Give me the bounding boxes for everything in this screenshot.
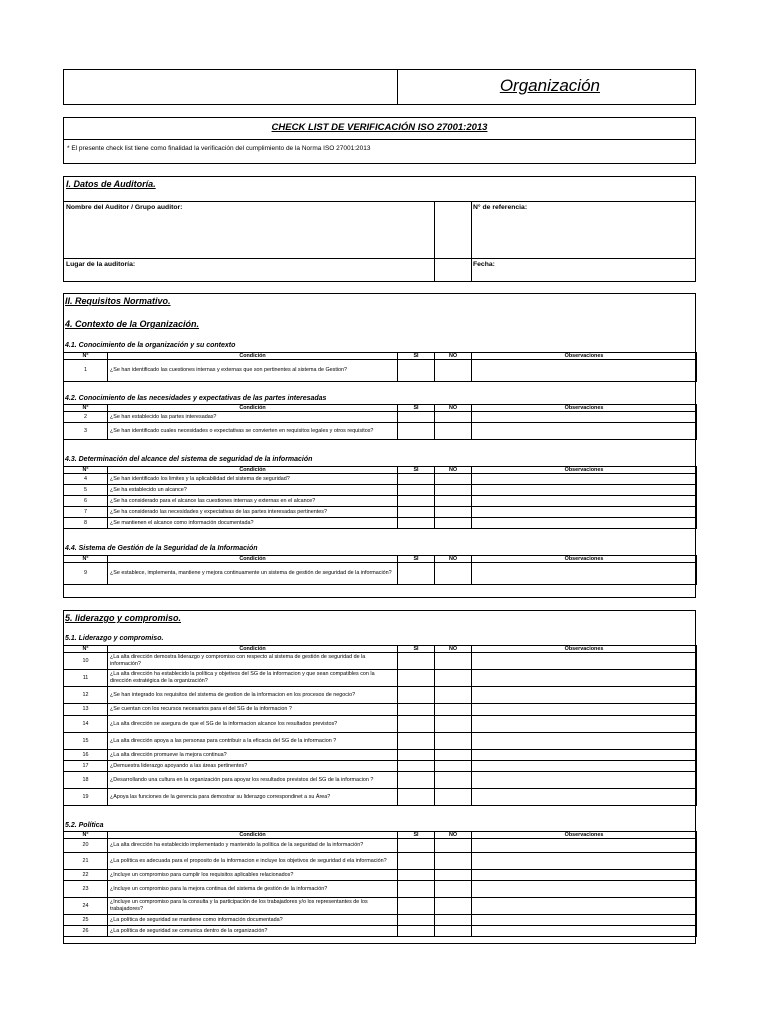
- table-row: [64, 496, 697, 507]
- header-col-si: SI: [398, 467, 435, 474]
- si-cell[interactable]: [398, 733, 435, 750]
- row-number: 25: [64, 915, 108, 926]
- header-col-no: NO: [435, 556, 472, 563]
- row-condition: ¿Se ha considerado las necesidades y expectativas de las partes interesadas pertinentes?: [108, 507, 398, 518]
- si-cell[interactable]: [398, 485, 435, 496]
- header-col-n: N°: [64, 646, 108, 653]
- table-5-1: [63, 645, 697, 806]
- ref-label: N° de referencia:: [473, 204, 528, 211]
- no-cell[interactable]: [435, 423, 472, 440]
- table-row: [64, 687, 697, 704]
- header-col-si: SI: [398, 405, 435, 412]
- no-cell[interactable]: [435, 653, 472, 670]
- row-number: 11: [64, 670, 108, 687]
- si-cell[interactable]: [398, 563, 435, 585]
- si-cell[interactable]: [398, 716, 435, 733]
- row-condition: ¿La alta dirección apoya a las personas para contribuir a la eficacia del SG de la informacion ?: [108, 733, 398, 750]
- requirements-title: II. Requisitos Normativo.: [65, 296, 171, 306]
- si-cell[interactable]: [398, 496, 435, 507]
- ref-field[interactable]: [471, 201, 696, 282]
- no-cell[interactable]: [435, 772, 472, 789]
- divider: [64, 258, 695, 259]
- table-row: [64, 898, 697, 915]
- header-col-cond: Condición: [108, 467, 398, 474]
- no-cell[interactable]: [435, 507, 472, 518]
- no-cell[interactable]: [435, 761, 472, 772]
- row-condition: ¿La alta dirección ha establecido implementado y mantenido la política de la seguridad de la información?: [108, 839, 398, 853]
- row-number: 16: [64, 750, 108, 761]
- row-condition: ¿Se ha considerado para el alcance las cuestiones internas y externas en el alcance?: [108, 496, 398, 507]
- auditor-label: Nombre del Auditor / Grupo auditor:: [66, 204, 183, 211]
- header-divider: [397, 70, 398, 104]
- header-box: [63, 69, 696, 105]
- observations-cell[interactable]: [472, 704, 697, 716]
- row-condition: ¿Incluye un compromiso para cumplir los requisitos aplicables relacionados?: [108, 870, 398, 881]
- header-col-cond: Condición: [108, 646, 398, 653]
- row-condition: ¿Se mantienen el alcance como información documentada?: [108, 518, 398, 529]
- table-header-row: [64, 832, 697, 839]
- observations-cell[interactable]: [472, 853, 697, 870]
- observations-cell[interactable]: [472, 412, 697, 423]
- no-cell[interactable]: [435, 733, 472, 750]
- observations-cell[interactable]: [472, 670, 697, 687]
- row-number: 7: [64, 507, 108, 518]
- row-condition: ¿Se han establecido las partes interesadas?: [108, 412, 398, 423]
- si-cell[interactable]: [398, 761, 435, 772]
- no-cell[interactable]: [435, 360, 472, 382]
- section-4-3-title: 4.3. Determinación del alcance del sistema de seguridad de la información: [65, 456, 313, 463]
- table-header-row: [64, 405, 697, 412]
- header-col-n: N°: [64, 353, 108, 360]
- row-number: 8: [64, 518, 108, 529]
- table-row: [64, 853, 697, 870]
- row-number: 6: [64, 496, 108, 507]
- row-number: 9: [64, 563, 108, 585]
- row-number: 14: [64, 716, 108, 733]
- requirements-box: [63, 293, 696, 598]
- observations-cell[interactable]: [472, 926, 697, 937]
- header-col-cond: Condición: [108, 832, 398, 839]
- table-5-2: [63, 831, 697, 937]
- row-condition: ¿La alta dirección promueve la mejora continua?: [108, 750, 398, 761]
- table-header-row: [64, 467, 697, 474]
- auditor-field[interactable]: [64, 201, 435, 282]
- table-row: [64, 750, 697, 761]
- si-cell[interactable]: [398, 687, 435, 704]
- table-row: [64, 761, 697, 772]
- si-cell[interactable]: [398, 839, 435, 853]
- checklist-box: [63, 117, 696, 164]
- row-number: 19: [64, 789, 108, 806]
- observations-cell[interactable]: [472, 687, 697, 704]
- section-4-2-title: 4.2. Conocimiento de las necesidades y expectativas de las partes interesadas: [65, 395, 327, 402]
- header-col-n: N°: [64, 556, 108, 563]
- row-number: 5: [64, 485, 108, 496]
- row-number: 2: [64, 412, 108, 423]
- header-col-obs: Observaciones: [472, 405, 697, 412]
- header-col-obs: Observaciones: [472, 832, 697, 839]
- row-number: 3: [64, 423, 108, 440]
- table-row: [64, 653, 697, 670]
- no-cell[interactable]: [435, 474, 472, 485]
- no-cell[interactable]: [435, 412, 472, 423]
- table-row: [64, 518, 697, 529]
- row-condition: ¿La alta dirección se asegura de que el SG de la informacion alcance los resultados previstos?: [108, 716, 398, 733]
- divider: [64, 139, 695, 140]
- table-row: [64, 423, 697, 440]
- observations-cell[interactable]: [472, 772, 697, 789]
- row-number: 12: [64, 687, 108, 704]
- leadership-title: 5. liderazgo y compromiso.: [65, 613, 182, 623]
- row-condition: ¿Se han integrado los requisitos del sistema de gestion de la informacion en los procesos de negocio?: [108, 687, 398, 704]
- si-cell[interactable]: [398, 926, 435, 937]
- observations-cell[interactable]: [472, 496, 697, 507]
- table-row: [64, 474, 697, 485]
- row-condition: ¿Se cuentan con los recursos necesarios para el del SG de la informacion ?: [108, 704, 398, 716]
- row-condition: ¿Desarrollando una cultura en la organización para apoyar los resultados previstos del SG de la informacion ?: [108, 772, 398, 789]
- audit-box: [63, 176, 696, 282]
- row-number: 15: [64, 733, 108, 750]
- no-cell[interactable]: [435, 789, 472, 806]
- row-condition: ¿Se han identificado los limites y la aplicabilidad del sistema de seguridad?: [108, 474, 398, 485]
- row-number: 13: [64, 704, 108, 716]
- no-cell[interactable]: [435, 870, 472, 881]
- row-number: 24: [64, 898, 108, 915]
- observations-cell[interactable]: [472, 563, 697, 585]
- si-cell[interactable]: [398, 360, 435, 382]
- no-cell[interactable]: [435, 563, 472, 585]
- row-condition: ¿Se han identificado cuales necesidades o expectativas se convierten en requisitos legales y otros requisitos?: [108, 423, 398, 440]
- si-cell[interactable]: [398, 853, 435, 870]
- no-cell[interactable]: [435, 518, 472, 529]
- table-header-row: [64, 556, 697, 563]
- header-col-no: NO: [435, 467, 472, 474]
- si-cell[interactable]: [398, 704, 435, 716]
- row-number: 4: [64, 474, 108, 485]
- no-cell[interactable]: [435, 926, 472, 937]
- date-label: Fecha:: [473, 261, 495, 268]
- si-cell[interactable]: [398, 870, 435, 881]
- si-cell[interactable]: [398, 507, 435, 518]
- header-col-n: N°: [64, 467, 108, 474]
- table-row: [64, 507, 697, 518]
- table-row: [64, 789, 697, 806]
- si-cell[interactable]: [398, 915, 435, 926]
- row-condition: ¿La alta dirección ha establecido la política y objetivos del SG de la informacion y que sean compatibles con la dirección estratégica de la organización?: [108, 670, 398, 687]
- section-4-4-title: 4.4. Sistema de Gestión de la Seguridad de la Información: [65, 545, 258, 552]
- row-condition: ¿La alta dirección demostra liderazgo y compromiso con respecto al sistema de gestión de seguridad de la información?: [108, 653, 398, 670]
- no-cell[interactable]: [435, 670, 472, 687]
- table-row: [64, 716, 697, 733]
- row-condition: ¿La política es adecuada para el proposito de la informacion e incluye los objetivos de seguridad d ela información?: [108, 853, 398, 870]
- observations-cell[interactable]: [472, 485, 697, 496]
- observations-cell[interactable]: [472, 750, 697, 761]
- header-col-obs: Observaciones: [472, 353, 697, 360]
- observations-cell[interactable]: [472, 653, 697, 670]
- no-cell[interactable]: [435, 898, 472, 915]
- header-col-cond: Condición: [108, 405, 398, 412]
- row-condition: ¿Se ha establecido un alcance?: [108, 485, 398, 496]
- header-col-n: N°: [64, 405, 108, 412]
- observations-cell[interactable]: [472, 507, 697, 518]
- header-col-no: NO: [435, 353, 472, 360]
- table-header-row: [64, 353, 697, 360]
- observations-cell[interactable]: [472, 915, 697, 926]
- table-row: [64, 870, 697, 881]
- table-row: [64, 360, 697, 382]
- si-cell[interactable]: [398, 474, 435, 485]
- header-col-no: NO: [435, 832, 472, 839]
- header-col-si: SI: [398, 646, 435, 653]
- si-cell[interactable]: [398, 518, 435, 529]
- row-number: 21: [64, 853, 108, 870]
- row-condition: ¿Apoya las funciones de la gerencia para demostrar su liderazgo correspondinet a su Área?: [108, 789, 398, 806]
- header-col-si: SI: [398, 353, 435, 360]
- observations-cell[interactable]: [472, 898, 697, 915]
- table-row: [64, 563, 697, 585]
- observations-cell[interactable]: [472, 839, 697, 853]
- row-condition: ¿Incluye un compromiso para la consulta y la participación de los trabajadores y/o los representantes de los trabajadores?: [108, 898, 398, 915]
- table-row: [64, 881, 697, 898]
- row-number: 10: [64, 653, 108, 670]
- section-5-1-title: 5.1. Liderazgo y compromiso.: [65, 635, 164, 642]
- observations-cell[interactable]: [472, 360, 697, 382]
- table-4-3: [63, 466, 697, 529]
- no-cell[interactable]: [435, 915, 472, 926]
- section-5-2-title: 5.2. Política: [65, 822, 104, 829]
- table-row: [64, 733, 697, 750]
- row-number: 22: [64, 870, 108, 881]
- no-cell[interactable]: [435, 853, 472, 870]
- organization-title: Organización: [499, 76, 600, 95]
- row-condition: ¿Demuestra liderazgo apoyando a las áreas pertinentes?: [108, 761, 398, 772]
- no-cell[interactable]: [435, 881, 472, 898]
- section-4-1-title: 4.1. Conocimiento de la organización y su contexto: [65, 342, 236, 349]
- table-4-4: [63, 555, 697, 585]
- no-cell[interactable]: [435, 496, 472, 507]
- row-number: 26: [64, 926, 108, 937]
- table-row: [64, 926, 697, 937]
- observations-cell[interactable]: [472, 881, 697, 898]
- no-cell[interactable]: [435, 704, 472, 716]
- si-cell[interactable]: [398, 750, 435, 761]
- observations-cell[interactable]: [472, 716, 697, 733]
- row-condition: ¿Se establece, implementa, mantiene y mejora continuamente un sistema de gestión de seguridad de la información?: [108, 563, 398, 585]
- no-cell[interactable]: [435, 716, 472, 733]
- table-4-2: [63, 404, 697, 440]
- table-row: [64, 839, 697, 853]
- header-col-obs: Observaciones: [472, 646, 697, 653]
- row-number: 1: [64, 360, 108, 382]
- table-row: [64, 704, 697, 716]
- si-cell[interactable]: [398, 653, 435, 670]
- header-col-si: SI: [398, 832, 435, 839]
- observations-cell[interactable]: [472, 761, 697, 772]
- row-condition: ¿La política de seguridad se comunica dentro de la organización?: [108, 926, 398, 937]
- si-cell[interactable]: [398, 423, 435, 440]
- row-number: 23: [64, 881, 108, 898]
- header-col-si: SI: [398, 556, 435, 563]
- table-4-1: [63, 352, 697, 382]
- observations-cell[interactable]: [472, 423, 697, 440]
- row-condition: ¿La política de seguridad se mantiene como información documentada?: [108, 915, 398, 926]
- context-title: 4. Contexto de la Organización.: [65, 319, 200, 329]
- checklist-title: CHECK LIST DE VERIFICACIÓN ISO 27001:2013: [271, 122, 488, 133]
- place-label: Lugar de la auditoría:: [66, 261, 136, 268]
- table-header-row: [64, 646, 697, 653]
- observations-cell[interactable]: [472, 474, 697, 485]
- table-row: [64, 670, 697, 687]
- row-condition: ¿Se han identificado las cuestiones internas y externas que son pertinentes al sistema de Gestion?: [108, 360, 398, 382]
- header-col-no: NO: [435, 405, 472, 412]
- table-row: [64, 412, 697, 423]
- header-col-cond: Condición: [108, 556, 398, 563]
- header-col-cond: Condición: [108, 353, 398, 360]
- si-cell[interactable]: [398, 412, 435, 423]
- si-cell[interactable]: [398, 898, 435, 915]
- si-cell[interactable]: [398, 881, 435, 898]
- table-row: [64, 485, 697, 496]
- observations-cell[interactable]: [472, 789, 697, 806]
- observations-cell[interactable]: [472, 733, 697, 750]
- header-col-no: NO: [435, 646, 472, 653]
- header-col-n: N°: [64, 832, 108, 839]
- si-cell[interactable]: [398, 772, 435, 789]
- audit-title: I. Datos de Auditoría.: [66, 179, 156, 189]
- si-cell[interactable]: [398, 670, 435, 687]
- no-cell[interactable]: [435, 839, 472, 853]
- row-number: 18: [64, 772, 108, 789]
- table-row: [64, 772, 697, 789]
- header-col-obs: Observaciones: [472, 556, 697, 563]
- si-cell[interactable]: [398, 789, 435, 806]
- no-cell[interactable]: [435, 687, 472, 704]
- row-number: 20: [64, 839, 108, 853]
- row-condition: ¿Incluye un compromiso para la mejora continua del sistema de gestión de la información?: [108, 881, 398, 898]
- observations-cell[interactable]: [472, 870, 697, 881]
- no-cell[interactable]: [435, 750, 472, 761]
- checklist-note: * El presente check list tiene como finalidad la verificación del cumplimiento de la Norma ISO 27001:2013: [67, 145, 371, 152]
- no-cell[interactable]: [435, 485, 472, 496]
- observations-cell[interactable]: [472, 518, 697, 529]
- row-number: 17: [64, 761, 108, 772]
- header-col-obs: Observaciones: [472, 467, 697, 474]
- table-row: [64, 915, 697, 926]
